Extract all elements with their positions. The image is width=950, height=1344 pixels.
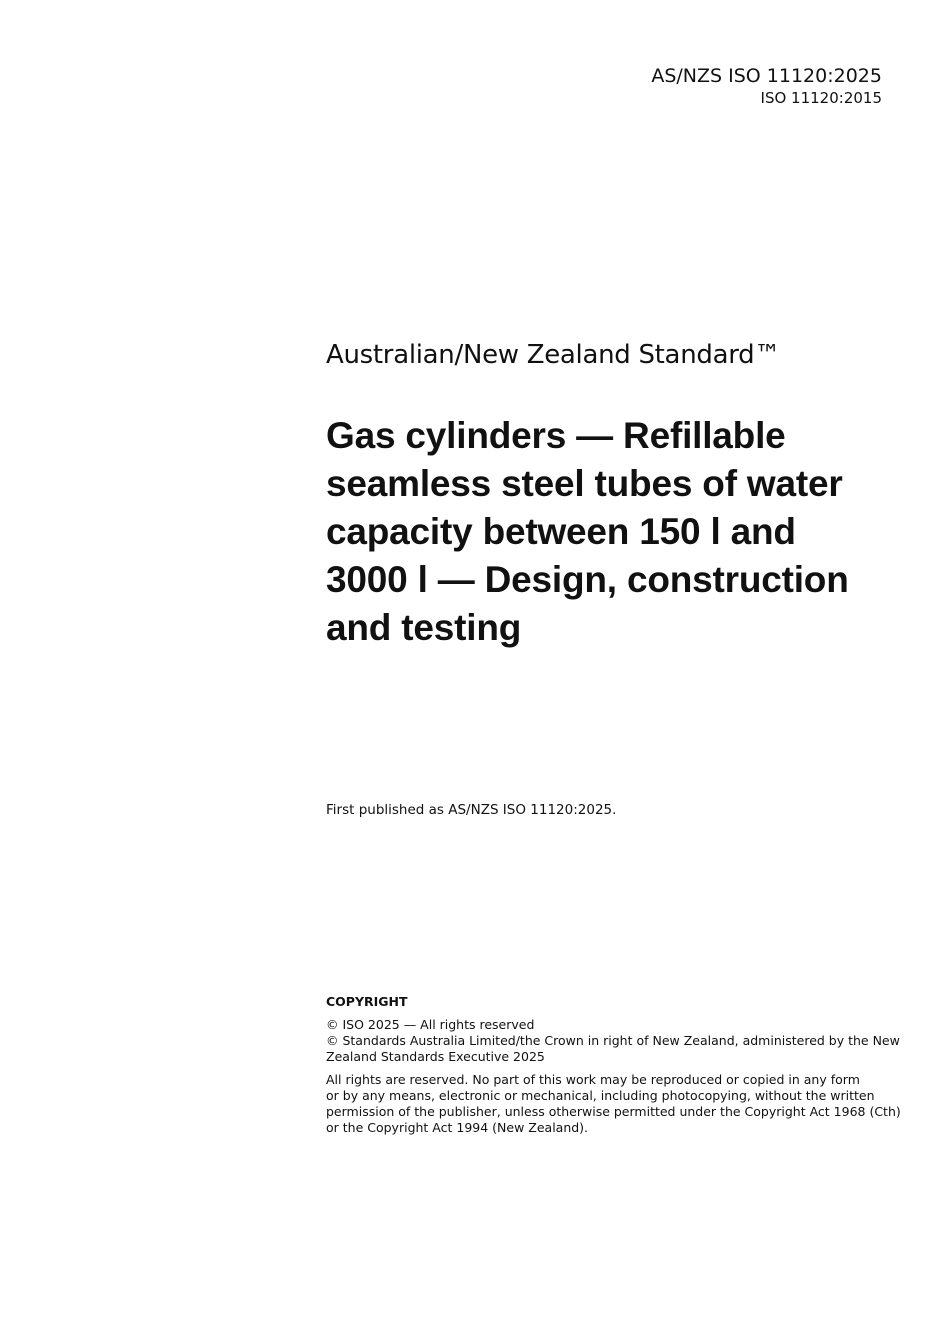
- page-title: [326, 412, 896, 652]
- series-label: Australian/New Zealand Standard™: [326, 340, 781, 370]
- iso-standard-number: ISO 11120:2015: [760, 89, 882, 107]
- first-published-note: First published as AS/NZS ISO 11120:2025.: [326, 802, 617, 818]
- rights-line: or by any means, electronic or mechanical, including photocopying, without the written: [326, 1088, 875, 1103]
- rights-line: or the Copyright Act 1994 (New Zealand).: [326, 1120, 589, 1135]
- title-line: seamless steel tubes of water: [326, 463, 843, 504]
- copyright-notice-line: Zealand Standards Executive 2025: [326, 1049, 545, 1064]
- title-line: 3000 l — Design, construction: [326, 559, 849, 600]
- standard-number: AS/NZS ISO 11120:2025: [651, 65, 882, 87]
- rights-line: All rights are reserved. No part of this work may be reproduced or copied in any form: [326, 1072, 860, 1087]
- title-line: and testing: [326, 607, 522, 648]
- rights-line: permission of the publisher, unless otherwise permitted under the Copyright Act 1968 (Cth): [326, 1104, 901, 1119]
- rights-statement: [326, 1072, 901, 1136]
- title-line: Gas cylinders — Refillable: [326, 415, 786, 456]
- copyright-notice-line: © Standards Australia Limited/the Crown in right of New Zealand, administered by the New: [326, 1033, 900, 1048]
- title-line: capacity between 150 l and: [326, 511, 796, 552]
- copyright-notice-line: © ISO 2025 — All rights reserved: [326, 1017, 535, 1032]
- copyright-notices: [326, 1017, 900, 1065]
- copyright-section: [326, 994, 901, 1143]
- document-designation: [651, 64, 882, 108]
- copyright-heading: COPYRIGHT: [326, 994, 408, 1009]
